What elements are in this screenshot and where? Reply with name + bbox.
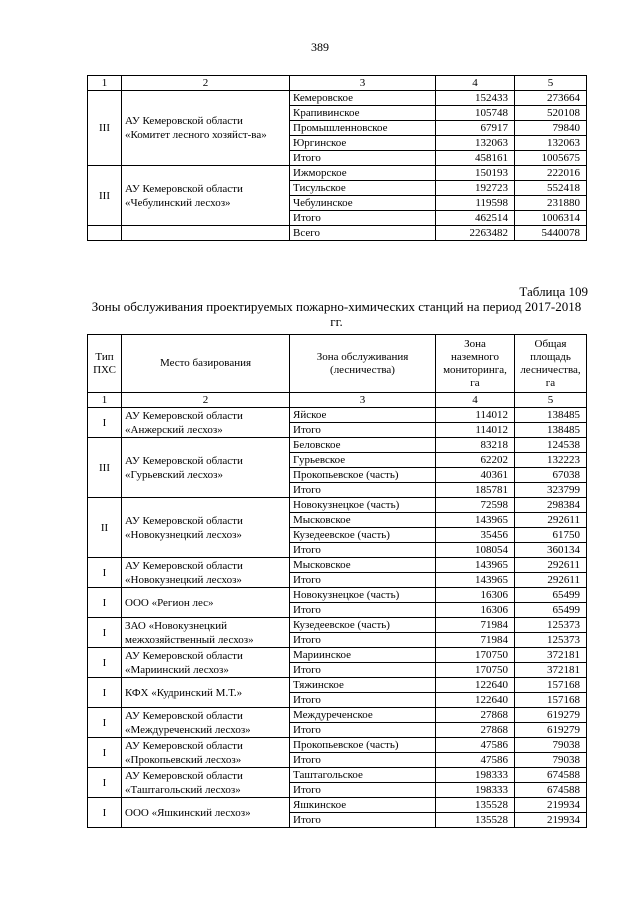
station-place: ООО «Регион лес» — [122, 588, 290, 618]
monitoring-area: 122640 — [436, 678, 515, 693]
station-type: I — [88, 708, 122, 738]
total-area: 65499 — [515, 603, 587, 618]
total-area: 125373 — [515, 618, 587, 633]
monitoring-area: 170750 — [436, 663, 515, 678]
station-place: АУ Кемеровской области «Междуреченский лесхоз» — [122, 708, 290, 738]
total-area: 222016 — [515, 166, 587, 181]
monitoring-area: 67917 — [436, 121, 515, 136]
zone-name: Итого — [290, 753, 436, 768]
station-type: I — [88, 768, 122, 798]
table-row — [88, 588, 587, 603]
table-row — [88, 498, 587, 513]
col-number: 5 — [515, 393, 587, 408]
table-row — [88, 558, 587, 573]
monitoring-area: 119598 — [436, 196, 515, 211]
station-place: АУ Кемеровской области «Таштагольский лесхоз» — [122, 768, 290, 798]
station-type: III — [88, 166, 122, 226]
station-type: I — [88, 798, 122, 828]
table-row — [88, 648, 587, 663]
total-area: 219934 — [515, 813, 587, 828]
station-type: I — [88, 558, 122, 588]
station-place: АУ Кемеровской области «Гурьевский лесхоз» — [122, 438, 290, 498]
station-type: I — [88, 738, 122, 768]
zone-name: Крапивинское — [290, 106, 436, 121]
station-type: I — [88, 408, 122, 438]
total-area: 79840 — [515, 121, 587, 136]
monitoring-area: 152433 — [436, 91, 515, 106]
zone-name: Итого — [290, 633, 436, 648]
zone-name: Итого — [290, 693, 436, 708]
col-header-zone: Зона обслуживания (лесничества) — [290, 335, 436, 393]
total-area: 552418 — [515, 181, 587, 196]
total-area: 79038 — [515, 738, 587, 753]
monitoring-area: 150193 — [436, 166, 515, 181]
table-row — [88, 708, 587, 723]
zone-name: Кемеровское — [290, 91, 436, 106]
zone-name: Итого — [290, 151, 436, 166]
page-number: 389 — [311, 40, 329, 54]
zone-name: Юргинское — [290, 136, 436, 151]
monitoring-area: 170750 — [436, 648, 515, 663]
monitoring-area: 71984 — [436, 618, 515, 633]
col-number: 4 — [436, 393, 515, 408]
total-area: 1005675 — [515, 151, 587, 166]
total-area: 298384 — [515, 498, 587, 513]
total-area: 674588 — [515, 768, 587, 783]
total-area: 360134 — [515, 543, 587, 558]
station-type: II — [88, 498, 122, 558]
zone-name: Мариинское — [290, 648, 436, 663]
col-header-area: Общая площадь лесничества, га — [515, 335, 587, 393]
col-number: 4 — [436, 76, 515, 91]
total-area: 619279 — [515, 723, 587, 738]
total-area: 372181 — [515, 663, 587, 678]
table-row — [88, 738, 587, 753]
monitoring-area: 16306 — [436, 588, 515, 603]
stations-table-header — [88, 335, 587, 408]
total-area: 67038 — [515, 468, 587, 483]
total-area: 1006314 — [515, 211, 587, 226]
zone-name: Мысковское — [290, 513, 436, 528]
total-area: 138485 — [515, 423, 587, 438]
table-row — [88, 438, 587, 453]
station-place: АУ Кемеровской области «Новокузнецкий лесхоз» — [122, 558, 290, 588]
col-number: 3 — [290, 393, 436, 408]
station-type: I — [88, 618, 122, 648]
zone-name: Промышленновское — [290, 121, 436, 136]
table-number-row — [88, 76, 587, 91]
monitoring-area: 83218 — [436, 438, 515, 453]
total-area: 157168 — [515, 693, 587, 708]
station-type: III — [88, 91, 122, 166]
zone-name: Беловское — [290, 438, 436, 453]
col-number: 5 — [515, 76, 587, 91]
monitoring-area: 27868 — [436, 708, 515, 723]
total-area: 157168 — [515, 678, 587, 693]
total-area: 132063 — [515, 136, 587, 151]
zone-name: Тяжинское — [290, 678, 436, 693]
station-place: ЗАО «Новокузнецкий межхозяйственный лесхоз» — [122, 618, 290, 648]
table-row — [88, 91, 587, 106]
stations-table-body — [88, 408, 587, 828]
monitoring-area: 27868 — [436, 723, 515, 738]
col-number: 3 — [290, 76, 436, 91]
zone-name: Итого — [290, 543, 436, 558]
monitoring-area: 185781 — [436, 483, 515, 498]
total-label: Всего — [290, 226, 436, 241]
zone-name: Таштагольское — [290, 768, 436, 783]
total-row — [88, 226, 587, 241]
total-area: 61750 — [515, 528, 587, 543]
monitoring-area: 135528 — [436, 798, 515, 813]
col-header-place: Место базирования — [122, 335, 290, 393]
empty-cell — [88, 226, 122, 241]
total-area: 520108 — [515, 106, 587, 121]
monitoring-area: 458161 — [436, 151, 515, 166]
monitoring-area: 198333 — [436, 783, 515, 798]
zone-name: Итого — [290, 423, 436, 438]
zone-name: Итого — [290, 813, 436, 828]
col-number: 1 — [88, 76, 122, 91]
station-type: I — [88, 678, 122, 708]
station-place: АУ Кемеровской области «Чебулинский лесхоз» — [122, 166, 290, 226]
total-area: 273664 — [515, 91, 587, 106]
monitoring-area: 132063 — [436, 136, 515, 151]
empty-cell — [122, 226, 290, 241]
continued-table — [87, 75, 587, 241]
total-area: 372181 — [515, 648, 587, 663]
station-place: АУ Кемеровской области «Новокузнецкий лесхоз» — [122, 498, 290, 558]
station-place: ООО «Яшкинский лесхоз» — [122, 798, 290, 828]
monitoring-area: 143965 — [436, 573, 515, 588]
station-type: III — [88, 438, 122, 498]
zone-name: Гурьевское — [290, 453, 436, 468]
zone-name: Яшкинское — [290, 798, 436, 813]
total-monitoring: 2263482 — [436, 226, 515, 241]
zone-name: Яйское — [290, 408, 436, 423]
total-area: 138485 — [515, 408, 587, 423]
zone-name: Прокопьевское (часть) — [290, 468, 436, 483]
table-row — [88, 798, 587, 813]
total-area: 231880 — [515, 196, 587, 211]
monitoring-area: 198333 — [436, 768, 515, 783]
monitoring-area: 462514 — [436, 211, 515, 226]
total-area: 219934 — [515, 798, 587, 813]
table-row — [88, 768, 587, 783]
monitoring-area: 40361 — [436, 468, 515, 483]
monitoring-area: 35456 — [436, 528, 515, 543]
monitoring-area: 122640 — [436, 693, 515, 708]
col-header-type: Тип ПХС — [88, 335, 122, 393]
total-area: 65499 — [515, 588, 587, 603]
zone-name: Мысковское — [290, 558, 436, 573]
station-place: АУ Кемеровской области «Прокопьевский лесхоз» — [122, 738, 290, 768]
zone-name: Прокопьевское (часть) — [290, 738, 436, 753]
table-label: Таблица 109 — [519, 284, 588, 299]
monitoring-area: 108054 — [436, 543, 515, 558]
monitoring-area: 135528 — [436, 813, 515, 828]
zone-name: Междуреченское — [290, 708, 436, 723]
zone-name: Итого — [290, 663, 436, 678]
stations-table — [87, 334, 587, 828]
station-place: АУ Кемеровской области «Анжерский лесхоз» — [122, 408, 290, 438]
zone-name: Тисульское — [290, 181, 436, 196]
col-number: 2 — [122, 76, 290, 91]
zone-name: Чебулинское — [290, 196, 436, 211]
monitoring-area: 105748 — [436, 106, 515, 121]
station-place: КФХ «Кудринский М.Т.» — [122, 678, 290, 708]
total-area: 323799 — [515, 483, 587, 498]
zone-name: Итого — [290, 603, 436, 618]
total-area: 292611 — [515, 513, 587, 528]
total-area: 132223 — [515, 453, 587, 468]
zone-name: Итого — [290, 783, 436, 798]
monitoring-area: 47586 — [436, 753, 515, 768]
total-area: 674588 — [515, 783, 587, 798]
station-place: АУ Кемеровской области «Мариинский лесхоз» — [122, 648, 290, 678]
zone-name: Итого — [290, 211, 436, 226]
total-area: 5440078 — [515, 226, 587, 241]
monitoring-area: 143965 — [436, 513, 515, 528]
station-place: АУ Кемеровской области «Комитет лесного хозяйст-ва» — [122, 91, 290, 166]
total-area: 79038 — [515, 753, 587, 768]
table-title: Зоны обслуживания проектируемых пожарно-химических станций на период 2017-2018 гг. — [91, 299, 582, 329]
total-area: 619279 — [515, 708, 587, 723]
zone-name: Итого — [290, 573, 436, 588]
table-row — [88, 618, 587, 633]
col-number: 1 — [88, 393, 122, 408]
station-type: I — [88, 588, 122, 618]
total-area: 125373 — [515, 633, 587, 648]
monitoring-area: 72598 — [436, 498, 515, 513]
zone-name: Кузедеевское (часть) — [290, 528, 436, 543]
zone-name: Новокузнецкое (часть) — [290, 588, 436, 603]
monitoring-area: 114012 — [436, 423, 515, 438]
monitoring-area: 71984 — [436, 633, 515, 648]
continued-table-body — [88, 76, 587, 241]
zone-name: Итого — [290, 483, 436, 498]
monitoring-area: 16306 — [436, 603, 515, 618]
monitoring-area: 192723 — [436, 181, 515, 196]
col-header-monitoring: Зона наземного мониторинга, га — [436, 335, 515, 393]
monitoring-area: 114012 — [436, 408, 515, 423]
total-area: 124538 — [515, 438, 587, 453]
table-row — [88, 678, 587, 693]
zone-name: Новокузнецкое (часть) — [290, 498, 436, 513]
monitoring-area: 62202 — [436, 453, 515, 468]
total-area: 292611 — [515, 573, 587, 588]
table-row — [88, 166, 587, 181]
station-type: I — [88, 648, 122, 678]
zone-name: Ижморское — [290, 166, 436, 181]
zone-name: Кузедеевское (часть) — [290, 618, 436, 633]
table-row — [88, 408, 587, 423]
monitoring-area: 143965 — [436, 558, 515, 573]
zone-name: Итого — [290, 723, 436, 738]
col-number: 2 — [122, 393, 290, 408]
total-area: 292611 — [515, 558, 587, 573]
monitoring-area: 47586 — [436, 738, 515, 753]
